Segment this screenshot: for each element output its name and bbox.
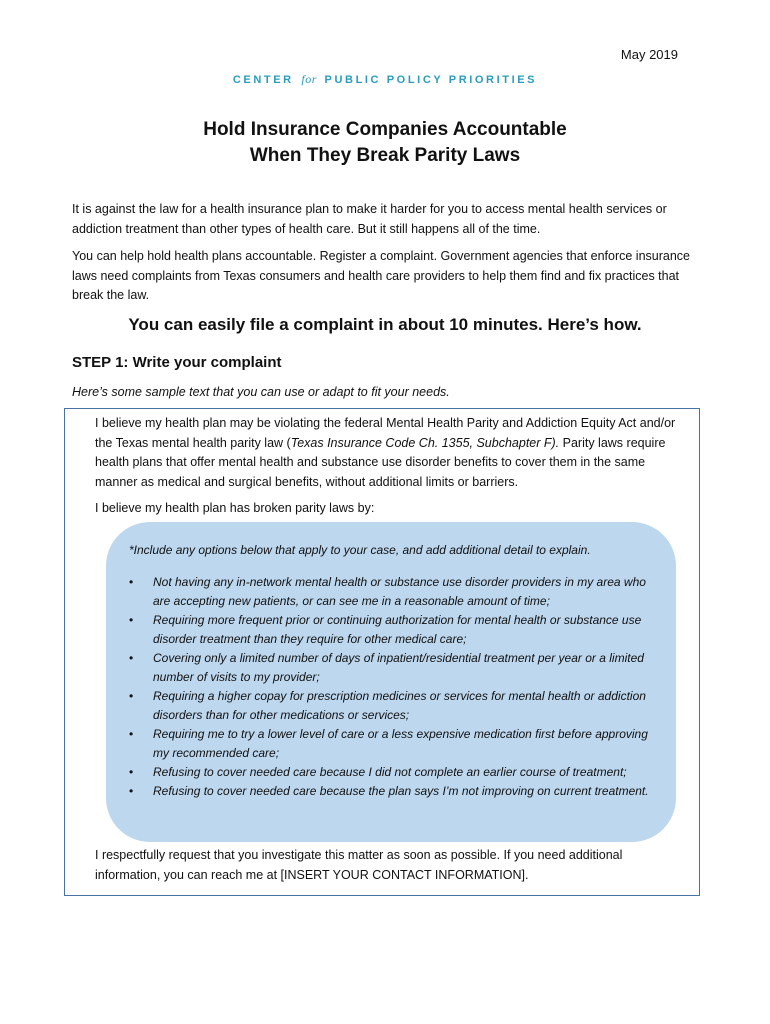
org-name-for: for <box>301 72 317 86</box>
intro-paragraph-2: You can help hold health plans accountable. Register a complaint. Government agencies that enforce insurance laws need complaints from Texas consumers and health care providers to help them find and fix practices that break the law. <box>72 249 690 302</box>
sample-paragraph-3: I respectfully request that you investigate this matter as soon as possible. If you need additional information, you can reach me at [INSERT YOUR CONTACT INFORMATION]. <box>95 848 623 882</box>
bullet-icon: • <box>129 765 134 779</box>
title-line-1: Hold Insurance Companies Accountable <box>203 119 567 140</box>
list-item: • Refusing to cover needed care because I did not complete an earlier course of treatment; <box>129 763 659 782</box>
options-instructions: *Include any options below that apply to your case, and add additional detail to explain. <box>129 543 591 557</box>
bullet-icon: • <box>129 784 134 798</box>
sample-p1-start: I believe my health plan may be violating the federal Mental Health Parity and Addiction Equity Act and/or the Texas mental health parity law ( <box>95 416 676 450</box>
list-item: • Refusing to cover needed care because the plan says I’m not improving on current treatment. <box>129 782 659 801</box>
intro-paragraph-1: It is against the law for a health insurance plan to make it harder for you to access mental health services or addiction treatment than other types of health care. But it still happens all of the time. <box>72 202 667 236</box>
document-date: May 2019 <box>620 47 678 62</box>
sample-complaint-box <box>64 408 700 896</box>
list-item: • Not having any in-network mental health or substance use disorder providers in my area who are accepting new patients, or can see me in a reasonable amount of time; <box>129 575 646 608</box>
step-1-heading: STEP 1: Write your complaint <box>72 354 282 371</box>
bullet-icon: • <box>129 575 134 589</box>
sample-paragraph-2: I believe my health plan has broken parity laws by: <box>95 501 375 515</box>
list-item: • Requiring more frequent prior or continuing authorization for mental health or substance use disorder treatment than they require for other medical care; <box>129 613 642 646</box>
sample-text-note: Here’s some sample text that you can use or adapt to fit your needs. <box>72 385 450 399</box>
list-item: • Requiring a higher copay for prescription medicines or services for mental health or addiction disorders than for other medications or services; <box>129 689 646 722</box>
bullet-icon: • <box>129 689 134 703</box>
org-name-part2: PUBLIC POLICY PRIORITIES <box>324 74 538 86</box>
sample-paragraph-1 <box>95 414 680 492</box>
list-item: • Requiring me to try a lower level of care or a less expensive medication first before approving my recommended care; <box>129 727 648 760</box>
title-line-2: When They Break Parity Laws <box>249 145 521 166</box>
section-subtitle: You can easily file a complaint in about 10 minutes. Here’s how. <box>128 315 642 334</box>
org-name-part1: CENTER <box>232 74 294 86</box>
bullet-icon: • <box>129 613 134 627</box>
list-item: • Covering only a limited number of days of inpatient/residential treatment per year or a limited number of visits to my provider; <box>129 651 644 684</box>
sample-p1-citation: Texas Insurance Code Ch. 1355, Subchapter F). <box>290 435 560 450</box>
document-title <box>0 117 770 169</box>
organization-logo <box>0 72 770 87</box>
bullet-icon: • <box>129 727 134 741</box>
bullet-icon: • <box>129 651 134 665</box>
violation-options-panel <box>106 522 676 842</box>
sample-p1-end: Parity laws require health plans that offer mental health and substance use disorder benefits to cover them in the same manner as medical and surgical benefits, without additional limits or barriers. <box>95 435 666 489</box>
violation-options-list <box>129 573 659 801</box>
